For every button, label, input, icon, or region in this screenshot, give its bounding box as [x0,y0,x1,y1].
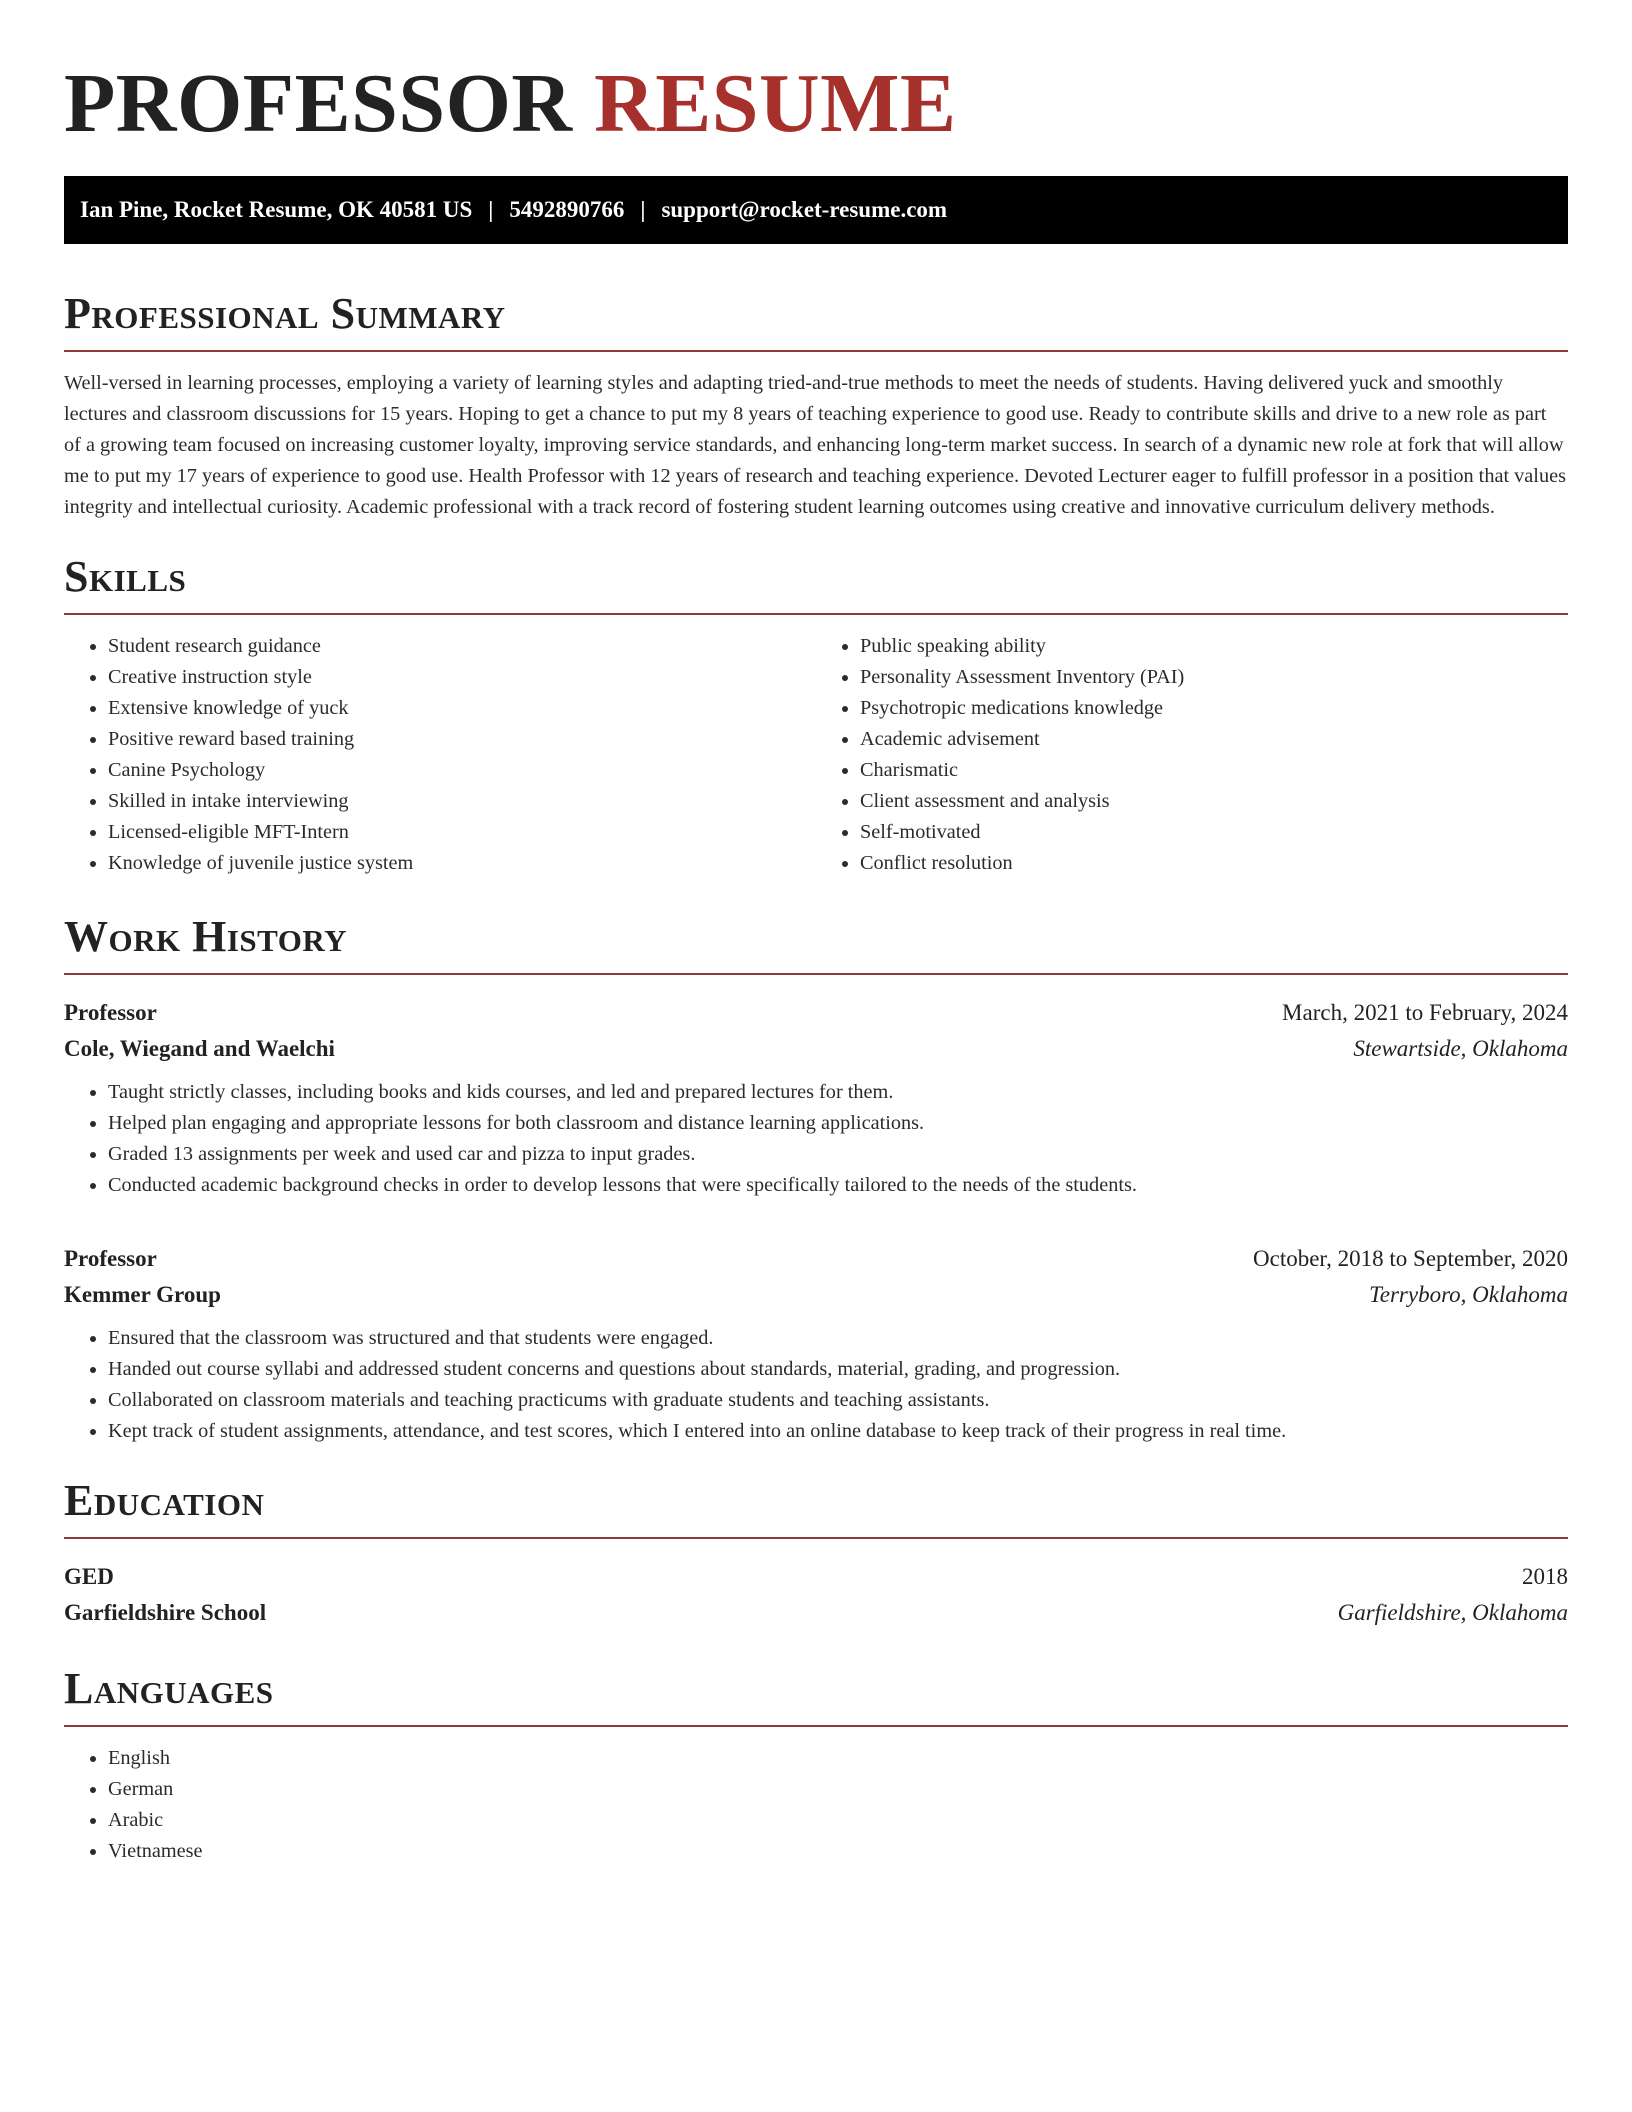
education-degree: GED [64,1564,114,1589]
summary-heading: Professional Summary [64,290,1568,352]
job-company: Cole, Wiegand and Waelchi [64,1036,335,1061]
page-title [64,56,1568,152]
education-entry [64,1559,1568,1631]
contact-bar [64,176,1568,244]
summary-text: Well-versed in learning processes, employing a variety of learning styles and adapting tried-and-true methods to meet the needs of students. Having delivered yuck and smoothly lectures and classroom discussions for 15 years. Hoping to get a chance to put my 8 years of teaching experience to good use. Ready to contribute skills and drive to a new role as part of a growing team focused on increasing customer loyalty, improving service standards, and enhancing long-term market success. In search of a dynamic new role at fork that will allow me to put my 17 years of experience to good use. Health Professor with 12 years of research and teaching experience. Devoted Lecturer eager to fulfill professor in a position that values integrity and intellectual curiosity. Academic professional with a track record of fostering student learning outcomes using creative and innovative curriculum delivery methods. [64,372,1566,518]
work-heading: Work History [64,913,1568,975]
skill-item: • Licensed-eligible MFT-Intern [108,817,816,848]
contact-phone: 5492890766 [509,197,625,222]
job-location: Terryboro, Oklahoma [1369,1282,1568,1307]
skill-item: • Positive reward based training [108,724,816,755]
job-dates: October, 2018 to September, 2020 [1253,1246,1568,1271]
job-title-row [64,1241,1568,1277]
skills-list-left [64,631,816,879]
skill-item: • Conflict resolution [860,848,1568,879]
skill-item: • Self-motivated [860,817,1568,848]
languages-heading: Languages [64,1665,1568,1727]
education-year: 2018 [1522,1564,1568,1589]
job-title-row [64,995,1568,1031]
job-bullets [64,1323,1568,1447]
job-bullets [64,1077,1568,1201]
language-item: • Arabic [108,1805,1568,1836]
contact-name-address: Ian Pine, Rocket Resume, OK 40581 US [80,197,473,222]
education-location: Garfieldshire, Oklahoma [1337,1600,1568,1625]
language-item: • German [108,1774,1568,1805]
job-bullet: • Handed out course syllabi and addressed student concerns and questions about standards, material, grading, and progression. [108,1354,1568,1385]
skill-item: • Student research guidance [108,631,816,662]
skills-heading: Skills [64,553,1568,615]
job-bullet: • Collaborated on classroom materials and teaching practicums with graduate students and teaching assistants. [108,1385,1568,1416]
languages-list [64,1743,1568,1867]
job-bullet: • Taught strictly classes, including books and kids courses, and led and prepared lectures for them. [108,1077,1568,1108]
contact-separator: | [640,197,646,222]
education-section [64,1477,1568,1631]
skill-item: • Academic advisement [860,724,1568,755]
job-dates: March, 2021 to February, 2024 [1282,1000,1568,1025]
skill-item: • Public speaking ability [860,631,1568,662]
job-company-row [64,1277,1568,1313]
work-section [64,913,1568,1447]
education-degree-row [64,1559,1568,1595]
job-bullet: • Helped plan engaging and appropriate lessons for both classroom and distance learning applications. [108,1108,1568,1139]
job-entry [64,995,1568,1201]
job-company: Kemmer Group [64,1282,221,1307]
job-location: Stewartside, Oklahoma [1353,1036,1568,1061]
job-bullet: • Conducted academic background checks in order to develop lessons that were specifically tailored to the needs of the students. [108,1170,1568,1201]
job-bullet: • Graded 13 assignments per week and used car and pizza to input grades. [108,1139,1568,1170]
education-heading: Education [64,1477,1568,1539]
skill-item: • Extensive knowledge of yuck [108,693,816,724]
title-word-resume: RESUME [594,57,957,150]
summary-section [64,290,1568,523]
skills-columns [64,631,1568,879]
education-school-row [64,1595,1568,1631]
language-item: • English [108,1743,1568,1774]
skill-item: • Canine Psychology [108,755,816,786]
skills-list-right [816,631,1568,879]
skill-item: • Psychotropic medications knowledge [860,693,1568,724]
languages-section [64,1665,1568,1867]
skill-item: • Skilled in intake interviewing [108,786,816,817]
job-bullet: • Kept track of student assignments, attendance, and test scores, which I entered into an online database to keep track of their progress in real time. [108,1416,1568,1447]
job-title: Professor [64,1246,157,1271]
contact-email: support@rocket-resume.com [661,197,948,222]
contact-separator: | [488,197,494,222]
job-company-row [64,1031,1568,1067]
job-entry [64,1241,1568,1447]
skills-section [64,553,1568,879]
skill-item: • Client assessment and analysis [860,786,1568,817]
skill-item: • Creative instruction style [108,662,816,693]
education-school: Garfieldshire School [64,1600,267,1625]
language-item: • Vietnamese [108,1836,1568,1867]
skill-item: • Personality Assessment Inventory (PAI) [860,662,1568,693]
skill-item: • Charismatic [860,755,1568,786]
job-title: Professor [64,1000,157,1025]
title-word-professor: PROFESSOR [64,57,573,150]
skill-item: • Knowledge of juvenile justice system [108,848,816,879]
job-bullet: • Ensured that the classroom was structured and that students were engaged. [108,1323,1568,1354]
